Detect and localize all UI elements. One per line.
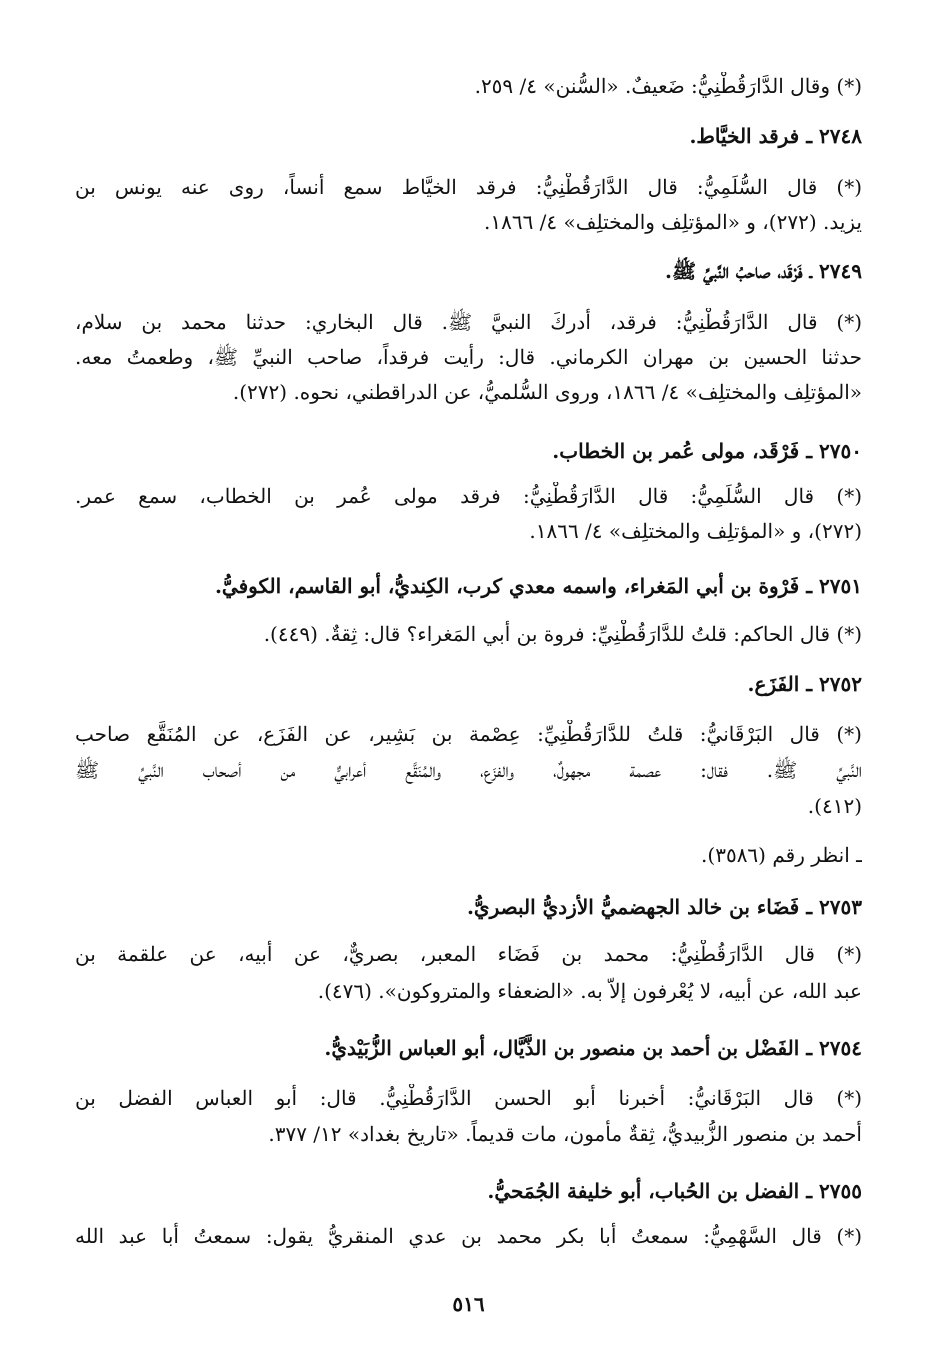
text-line: عبد الله، عن أبيه، لا يُعْرفون إلاَّ به. «الضعفاء والمتروكون». (٤٧٦). bbox=[317, 979, 862, 1003]
text-line: ـ انظر رقم (٣٥٨٦). bbox=[701, 843, 862, 867]
text-line: (*) قال البَرْقَانيُّ: قلتُ للدَّارَقُطْنِيِّ: عِصْمة بن بَشِير، عن الفَزَع، عن المُنَقَّع صاحب bbox=[75, 722, 862, 746]
entry-heading: ٢٧٥٤ ـ الفَضْل بن أحمد بن منصور بن الذَّيَّال، أبو العباس الزُّبَيْديُّ. bbox=[324, 1036, 862, 1060]
text-line: (*) قال البَرْقَانيُّ: أخبرنا أبو الحسن الدَّارَقُطْنِيُّ. قال: أبو العباس الفضل بن bbox=[75, 1086, 862, 1110]
text-line: يزيد. (٢٧٢)، و «المؤتلِف والمختلِف» ٤/ ١٨٦٦. bbox=[483, 210, 862, 234]
text-line: (*) قال السُّلَمِيُّ: قال الدَّارَقُطْنِيُّ: فرقد الخيَّاط سمع أنساً، روى عنه يونس بن bbox=[75, 175, 862, 199]
entry-heading: ٢٧٥٠ ـ فَرْقَد، مولى عُمر بن الخطاب. bbox=[552, 439, 862, 463]
entry-heading: ٢٧٤٨ ـ فرقد الخيَّاط. bbox=[689, 124, 862, 148]
entry-heading: ٢٧٤٩ ـ فَرْقَد، صاحبُ النَّبيِّ ﷺ. bbox=[665, 259, 862, 283]
text-line: (*) قال الدَّارَقُطْنِيُّ: محمد بن فَضَاء المعبر، بصريٌّ، عن أبيه، عن علقمة بن bbox=[75, 942, 862, 966]
text-line: حدثنا الحسين بن مهران الكرماني. قال: رأيت فرقداً، صاحب النبيِّ ﷺ، وطعمتُ معه. bbox=[75, 345, 862, 369]
text-line: النَّبيِّ ﷺ. فقال: عصمة مجهولٌ، والفزَع، والمُنَقَّع أعرابيٌّ من أصحاب النَّبيِّ ﷺ bbox=[75, 758, 862, 782]
text-line: (*) قال الدَّارَقُطْنِيُّ: فرقد، أدركَ النبيَّ ﷺ. قال البخاري: حدثنا محمد بن سلام، bbox=[75, 310, 862, 334]
text-line: «المؤتلِف والمختلِف» ٤/ ١٨٦٦، وروى السُّلميُّ، عن الدراقطني، نحوه. (٢٧٢). bbox=[232, 380, 862, 404]
text-line: (*) قال الحاكم: قلتُ للدَّارَقُطْنِيِّ: فروة بن أبي المَغراء؟ قال: ثِقةٌ. (٤٤٩). bbox=[263, 622, 862, 646]
page-number: ٥١٦ bbox=[452, 1292, 485, 1316]
text-line: (٤١٢). bbox=[807, 794, 862, 818]
text-line: أحمد بن منصور الزُّبيديُّ، ثِقةٌ مأمون، مات قديماً. «تاريخ بغداد» ١٢/ ٣٧٧. bbox=[268, 1122, 862, 1146]
entry-heading: ٢٧٥٥ ـ الفضل بن الحُباب، أبو خليفة الجُمَحيُّ. bbox=[487, 1179, 862, 1203]
text-line: (*) وقال الدَّارَقُطْنِيُّ: ضَعيفٌ. «السُّنن» ٤/ ٢٥٩. bbox=[474, 74, 862, 98]
entry-heading: ٢٧٥٢ ـ الفَزَع. bbox=[747, 672, 862, 696]
text-line: (٢٧٢)، و «المؤتلِف والمختلِف» ٤/ ١٨٦٦. bbox=[529, 519, 862, 543]
text-line: (*) قال السَّهْمِيُّ: سمعتُ أبا بكر محمد بن عدي المنقريُّ يقول: سمعتُ أبا عبد الله bbox=[75, 1224, 862, 1248]
entry-heading: ٢٧٥١ ـ فَرْوة بن أبي المَغراء، واسمه معدي كرب، الكِنديُّ، أبو القاسم، الكوفيُّ. bbox=[214, 574, 862, 598]
entry-heading: ٢٧٥٣ ـ فَضَاء بن خالد الجهضميُّ الأزديُّ البصريُّ. bbox=[466, 895, 862, 919]
text-line: (*) قال السُّلَمِيُّ: قال الدَّارَقُطْنِيُّ: فرقد مولى عُمر بن الخطاب، سمع عمر. bbox=[75, 484, 862, 508]
